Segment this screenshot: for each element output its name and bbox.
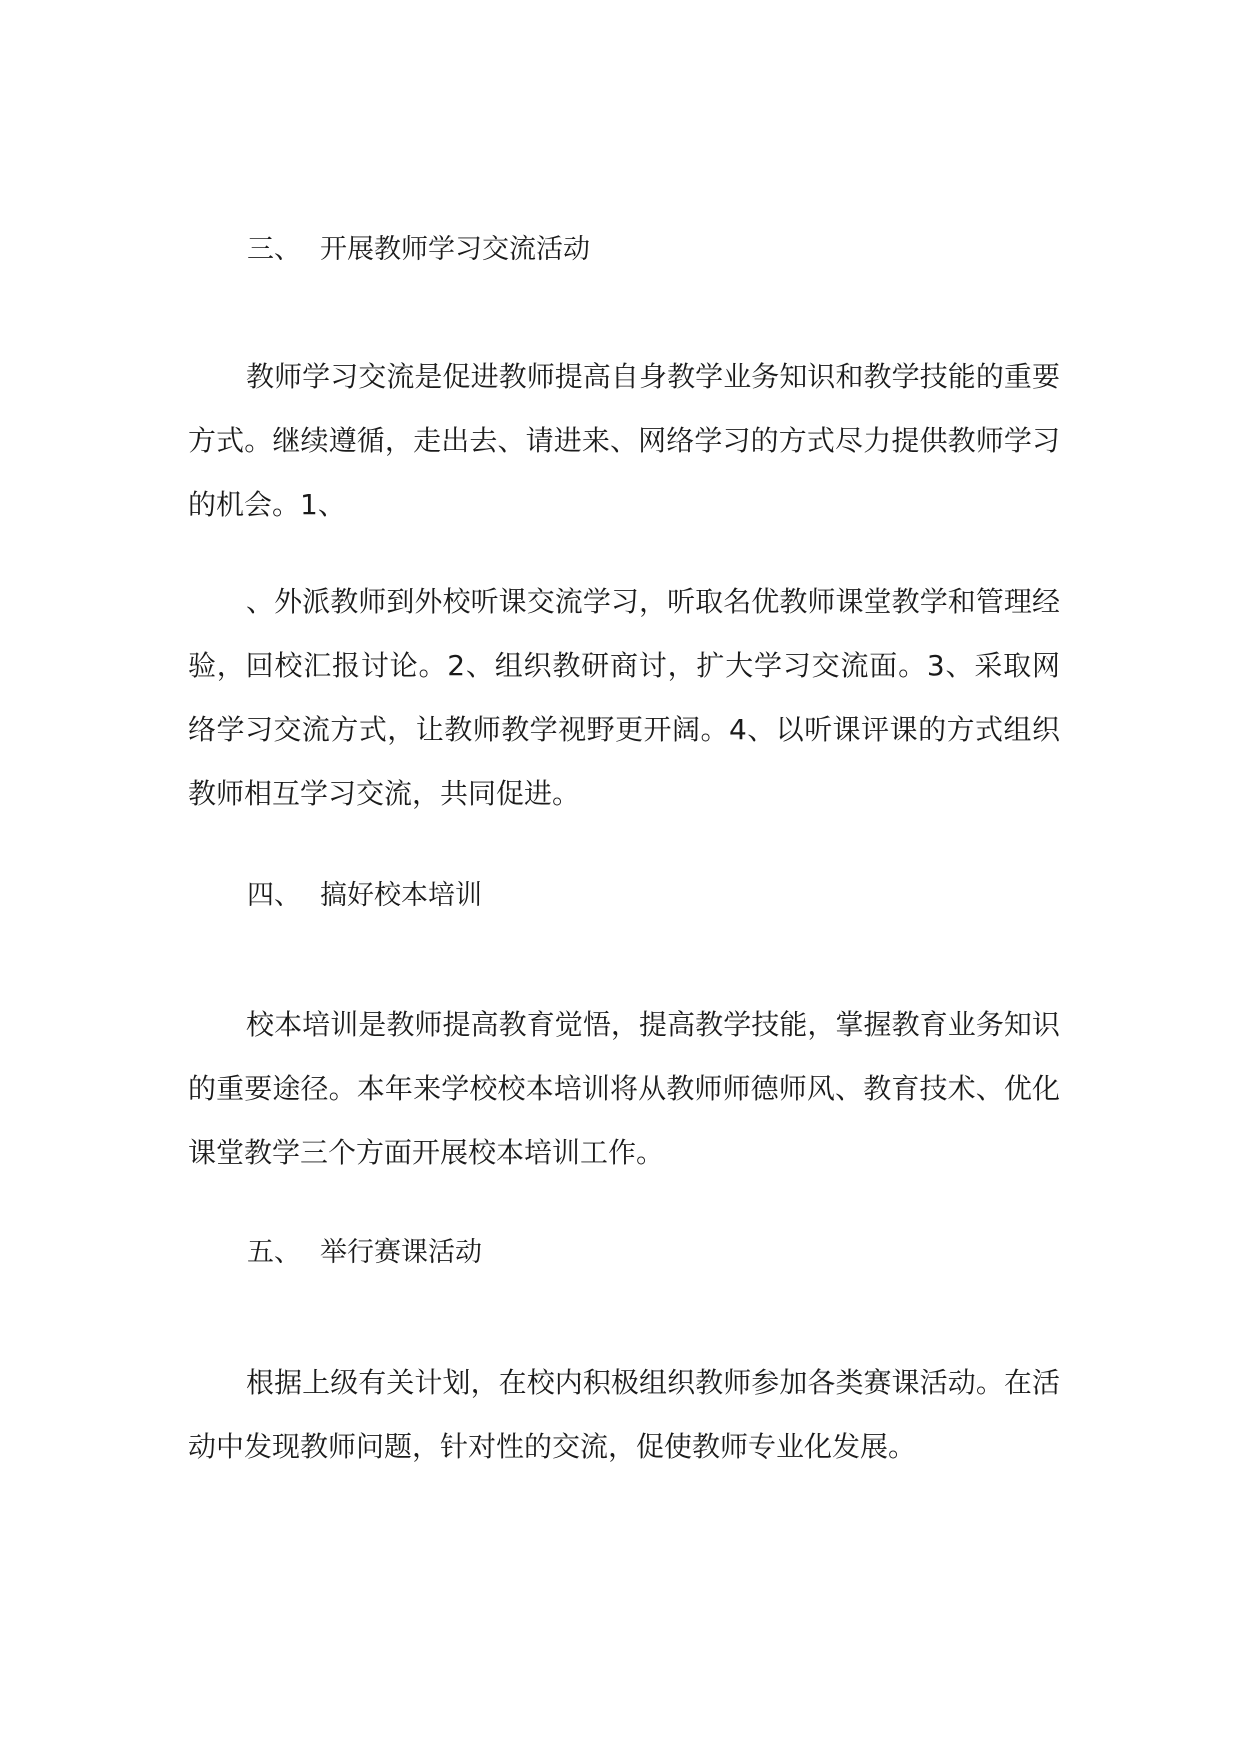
section-title: 开展教师学习交流活动 [320,234,590,265]
section-heading-4 [247,878,482,914]
section-number: 五、 [247,1237,301,1268]
section-heading-3 [247,232,590,268]
section-title: 搞好校本培训 [320,880,482,911]
section-heading-5 [247,1235,482,1271]
section-number: 三、 [247,234,301,265]
paragraph-school-training: 校本培训是教师提高教育觉悟，提高教学技能，掌握教育业务知识的重要途径。本年来学校校本培训将从教师师德师风、教育技术、优化课堂教学三个方面开展校本培训工作。 [188,1008,1060,1169]
paragraph-lesson-competition: 根据上级有关计划，在校内积极组织教师参加各类赛课活动。在活动中发现教师问题，针对性的交流，促使教师专业化发展。 [188,1366,1060,1463]
section-number: 四、 [247,880,301,911]
paragraph-teacher-exchange-intro: 教师学习交流是促进教师提高自身教学业务知识和教学技能的重要方式。继续遵循，走出去、请进来、网络学习的方式尽力提供教师学习的机会。1、 [188,360,1060,521]
section-title: 举行赛课活动 [320,1237,482,1268]
paragraph-teacher-exchange-measures: 、外派教师到外校听课交流学习，听取名优教师课堂教学和管理经验，回校汇报讨论。2、组织教研商讨，扩大学习交流面。3、采取网络学习交流方式，让教师教学视野更开阔。4、以听课评课的方式组织教师相互学习交流，共同促进。 [188,585,1060,810]
